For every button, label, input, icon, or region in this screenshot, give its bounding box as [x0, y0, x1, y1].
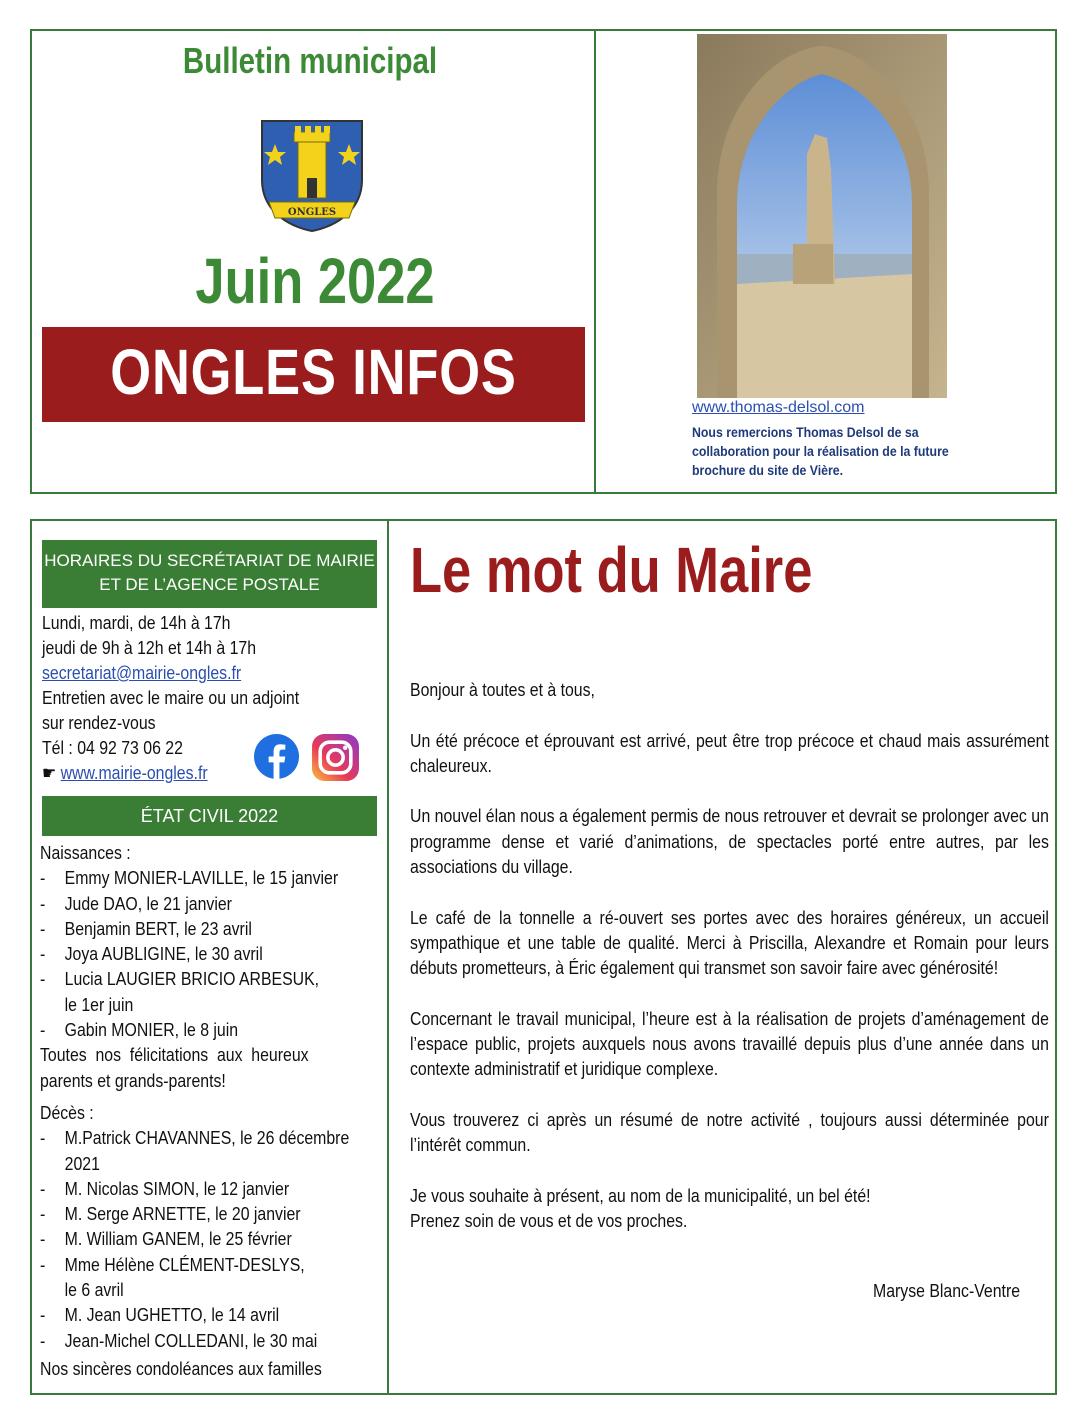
photo-caption: Nous remercions Thomas Delsol de sa collaboration pour la réalisation de la future brochure du site de Vière.: [692, 424, 949, 478]
births-section: [40, 841, 374, 1094]
civil-status-header: ÉTAT CIVIL 2022: [42, 796, 377, 836]
deaths-label: Décès :: [40, 1103, 94, 1123]
photographer-link[interactable]: www.thomas-delsol.com: [692, 399, 865, 416]
list-item: - Jude DAO, le 21 janvier: [40, 893, 232, 914]
cover-photo-arch: [697, 34, 947, 398]
facebook-icon[interactable]: [253, 733, 300, 780]
letter-paragraph: Vous trouverez ci après un résumé de notre activité , toujours aussi déterminée pour l’intérêt commun.: [410, 1110, 1049, 1156]
letter-title: Le mot du Maire: [410, 534, 813, 606]
births-message-end: parents et grands-parents!: [40, 1070, 226, 1091]
hours-line-1: Lundi, mardi, de 14h à 17h: [42, 613, 231, 633]
office-hours-header-line2: ET DE L’AGENCE POSTALE: [99, 575, 320, 594]
header-divider: [594, 29, 596, 494]
appointment-note: sur rendez-vous: [42, 713, 156, 733]
masthead-title: ONGLES INFOS: [110, 336, 517, 408]
list-item: - Benjamin BERT, le 23 avril: [40, 918, 252, 939]
births-label: Naissances :: [40, 843, 131, 863]
website-link[interactable]: www.mairie-ongles.fr: [60, 763, 208, 783]
svg-text:ONGLES: ONGLES: [287, 207, 337, 218]
list-item: - M. Jean UGHETTO, le 14 avril: [40, 1305, 280, 1326]
mayor-signature: Maryse Blanc-Ventre: [873, 1281, 1021, 1301]
list-item-continuation: 2021: [64, 1153, 100, 1174]
office-hours-header-line1: HORAIRES DU SECRÉTARIAT DE MAIRIE: [44, 551, 375, 570]
list-item: - M. William GANEM, le 25 février: [40, 1229, 292, 1250]
list-item: - Jean-Michel COLLEDANI, le 30 mai: [40, 1330, 318, 1351]
office-hours-header: [42, 540, 377, 608]
list-item-continuation: le 1er juin: [64, 994, 134, 1015]
list-item: - M.Patrick CHAVANNES, le 26 décembre: [40, 1128, 350, 1149]
hours-line-2: jeudi de 9h à 12h et 14h à 17h: [42, 638, 257, 658]
column-divider: [387, 519, 389, 1395]
deaths-section: [40, 1101, 374, 1382]
list-item-continuation: le 6 avril: [64, 1280, 124, 1301]
letter-paragraph: Un nouvel élan nous a également permis de nous retrouver et devrait se prolonger avec un programme dense et varié d’animations, de spectacles porté entre autres, par les associations du village.: [410, 806, 1049, 878]
list-item: - Joya AUBLIGINE, le 30 avril: [40, 944, 263, 965]
letter-paragraph: Un été précoce et éprouvant est arrivé, peut être trop précoce et chaud mais assurément chaleureux.: [410, 730, 1049, 776]
appointment-line: Entretien avec le maire ou un adjoint: [42, 688, 300, 708]
phone-number: Tél : 04 92 73 06 22: [42, 738, 183, 758]
issue-date: Juin 2022: [195, 245, 435, 317]
instagram-icon[interactable]: [311, 733, 360, 782]
letter-closing: Je vous souhaite à présent, au nom de la municipalité, un bel été!: [410, 1185, 871, 1206]
pointing-hand-icon: ☛: [42, 763, 57, 783]
website-row: [42, 761, 208, 786]
deaths-message: Nos sincères condoléances aux familles: [40, 1358, 322, 1379]
list-item: - Gabin MONIER, le 8 juin: [40, 1020, 239, 1041]
letter-paragraph: Le café de la tonnelle a ré-ouvert ses portes avec des horaires généreux, un accueil sympathique et une table de qualité. Merci à Priscilla, Alexandre et Romain pour leurs débuts prometteurs, à Éric également qui transmet son savoir faire avec générosité!: [410, 907, 1049, 979]
list-item: - Mme Hélène CLÉMENT-DESLYS,: [40, 1254, 305, 1275]
letter-closing: Prenez soin de vous et de vos proches.: [410, 1211, 688, 1232]
letter-greeting: Bonjour à toutes et à tous,: [410, 680, 595, 700]
masthead-banner: [42, 327, 585, 422]
letter-paragraph: Concernant le travail municipal, l’heure est à la réalisation de projets d’aménagement de l’espace public, projets auxquels nous avons travaillé depuis plus d’une année dans un contexte administratif et juridique complexe.: [410, 1008, 1049, 1080]
email-link[interactable]: secretariat@mairie-ongles.fr: [42, 663, 242, 683]
bulletin-label: Bulletin municipal: [182, 40, 438, 81]
list-item: - Emmy MONIER-LAVILLE, le 15 janvier: [40, 868, 339, 889]
list-item: - M. Serge ARNETTE, le 20 janvier: [40, 1204, 301, 1225]
mayor-letter: [410, 678, 1049, 1235]
list-item: - Lucia LAUGIER BRICIO ARBESUK,: [40, 969, 320, 990]
list-item: - M. Nicolas SIMON, le 12 janvier: [40, 1178, 290, 1199]
births-message: Toutes nos félicitations aux heureux: [40, 1045, 309, 1066]
coat-of-arms-logo: [259, 118, 365, 233]
